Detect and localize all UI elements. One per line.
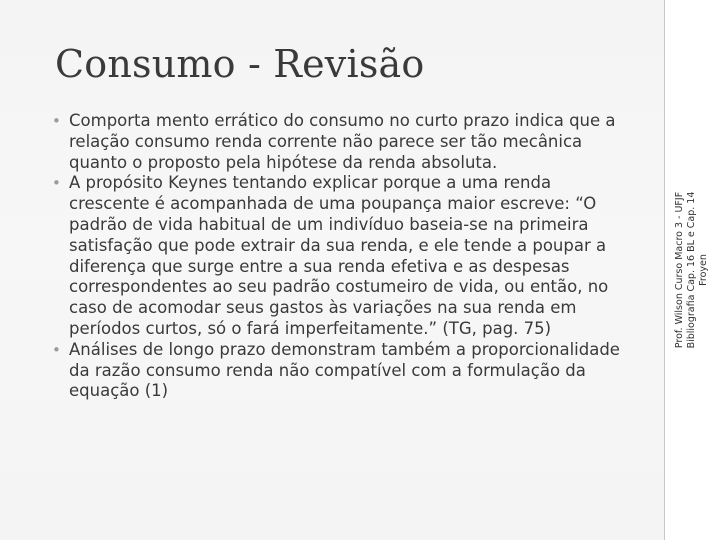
sidebar-note-line1: Prof. Wilson Curso Macro 3 - UFJF: [674, 191, 685, 349]
bullet-text: Comporta mento errático do consumo no curto prazo indica que a relação consumo renda corrente não parece ser tão mecânica quanto o proposto pela hipótese da renda absoluta.: [69, 111, 616, 172]
slide-title: Consumo - Revisão: [55, 42, 425, 86]
bullet-text: Análises de longo prazo demonstram também a proporcionalidade da razão consumo renda não compatível com a formulação da equação (1): [69, 339, 620, 401]
sidebar-note-line2: Bibliografia Cap. 16 BL e Cap. 14: [686, 191, 697, 349]
sidebar-note-line3: Froyen: [698, 254, 709, 286]
sidebar-note: [674, 130, 710, 410]
bullet-marker: •: [52, 174, 61, 193]
bullet-item: [52, 340, 632, 402]
bullet-item: [52, 173, 632, 339]
bullet-marker: •: [52, 112, 61, 130]
bullet-text: A propósito Keynes tentando explicar porque a uma renda crescente é acompanhada de uma poupança maior escreve: “O padrão de vida habitual de um indivíduo baseia-se na primeira satisfação que pode extrair da sua renda, e ele tende a poupar a diferença que surge entre a sua renda efetiva e as despesas correspondentes ao seu padrão costumeiro de vida, ou então, no caso de acomodar seus gastos às variações na sua renda em períodos curtos, só o fará imperfeitamente.” (TG, pag. 75): [69, 173, 609, 338]
bullet-list: [52, 111, 632, 402]
bullet-marker: •: [52, 340, 61, 359]
bullet-item: [52, 111, 632, 173]
